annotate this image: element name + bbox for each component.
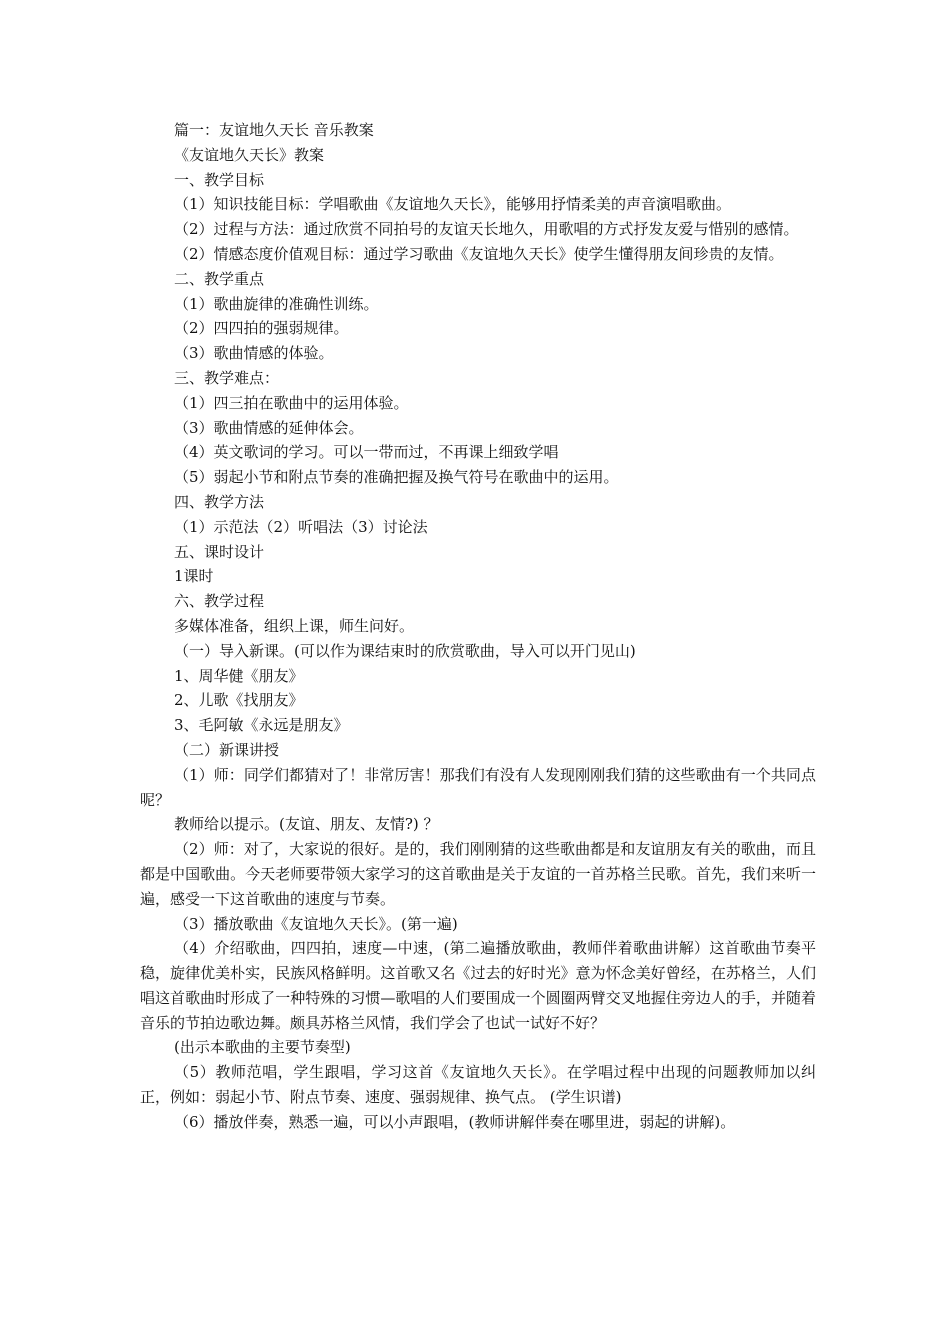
paragraph: （2）过程与方法：通过欣赏不同拍号的友谊天长地久，用歌唱的方式抒发友爱与惜别的感情。	[174, 220, 799, 239]
text-line: （3）播放歌曲《友谊地久天长》。(第一遍)	[174, 914, 458, 933]
text-line: 五、课时设计	[174, 542, 265, 561]
paragraph: （2）情感态度价值观目标：通过学习歌曲《友谊地久天长》使学生懂得朋友间珍贵的友情。	[174, 244, 784, 263]
text-line: 篇一：友谊地久天长 音乐教案	[174, 121, 374, 139]
text-line: （4）英文歌词的学习。可以一带而过，不再课上细致学唱	[174, 443, 559, 462]
paragraph: （4）介绍歌曲，四四拍，速度—中速，(第二遍播放歌曲，教师伴着歌曲讲解）这首歌曲节奏平稳，旋律优美朴实，民族风格鲜明。这首歌又名《过去的好时光》意为怀念美好曾经，在苏格兰，人们唱这首歌曲时形成了一种特殊的习惯—歌唱的人们要围成一个圆圈两臂交叉地握住旁边人的手，并随着音乐的节拍边歌边舞。颇具苏格兰风情，我们学会了也试一试好不好？	[140, 939, 816, 1032]
text-line: （1）歌曲旋律的准确性训练。	[174, 294, 379, 313]
text-line: （5）弱起小节和附点节奏的准确把握及换气符号在歌曲中的运用。	[174, 468, 619, 487]
text-line: （2）四四拍的强弱规律。	[174, 319, 349, 338]
text-line: 2、儿歌《找朋友》	[174, 691, 304, 710]
paragraph: （5）教师范唱，学生跟唱，学习这首《友谊地久天长》。在学唱过程中出现的问题教师加以纠正，例如：弱起小节、附点节奏、速度、强弱规律、换气点。 (学生识谱)	[140, 1063, 816, 1107]
text-line: 3、毛阿敏《永远是朋友》	[174, 716, 349, 735]
paragraph: （1）师：同学们都猜对了！非常厉害！那我们有没有人发现刚刚我们猜的这些歌曲有一个共同点呢？	[140, 765, 816, 809]
text-line: 六、教学过程	[174, 592, 265, 611]
text-line: 二、教学重点	[174, 269, 265, 288]
text-line: (出示本歌曲的主要节奏型)	[174, 1038, 351, 1057]
text-line: （3）歌曲情感的延伸体会。	[174, 418, 364, 437]
text-line: （二）新课讲授	[174, 740, 280, 759]
text-line: 一、教学目标	[174, 170, 265, 189]
text-line: 多媒体准备，组织上课，师生问好。	[174, 616, 415, 635]
text-line: 教师给以提示。(友谊、朋友、友情?) ？	[174, 815, 439, 834]
text-line: （1）示范法（2）听唱法（3）讨论法	[174, 517, 428, 536]
text-line: 四、教学方法	[174, 492, 265, 511]
text-line: （6）播放伴奏，熟悉一遍，可以小声跟唱，(教师讲解伴奏在哪里进，弱起的讲解)。	[174, 1112, 736, 1131]
paragraph: （2）师：对了，大家说的很好。是的，我们刚刚猜的这些歌曲都是和友谊朋友有关的歌曲，而且都是中国歌曲。今天老师要带领大家学习的这首歌曲是关于友谊的一首苏格兰民歌。首先，我们来听一遍，感受一下这首歌曲的速度与节奏。	[140, 840, 816, 908]
text-line: （一）导入新课。(可以作为课结束时的欣赏歌曲，导入可以开门见山)	[174, 641, 636, 660]
document-body	[140, 118, 816, 1135]
text-line: 三、教学难点：	[174, 368, 280, 387]
text-line: （1）知识技能目标：学唱歌曲《友谊地久天长》，能够用抒情柔美的声音演唱歌曲。	[174, 195, 732, 214]
text-line: 1、周华健《朋友》	[174, 666, 304, 685]
text-line: （1）四三拍在歌曲中的运用体验。	[174, 393, 409, 412]
text-line: （3）歌曲情感的体验。	[174, 344, 334, 363]
text-line: 1课时	[174, 567, 214, 586]
text-line: 《友谊地久天长》教案	[174, 145, 325, 164]
